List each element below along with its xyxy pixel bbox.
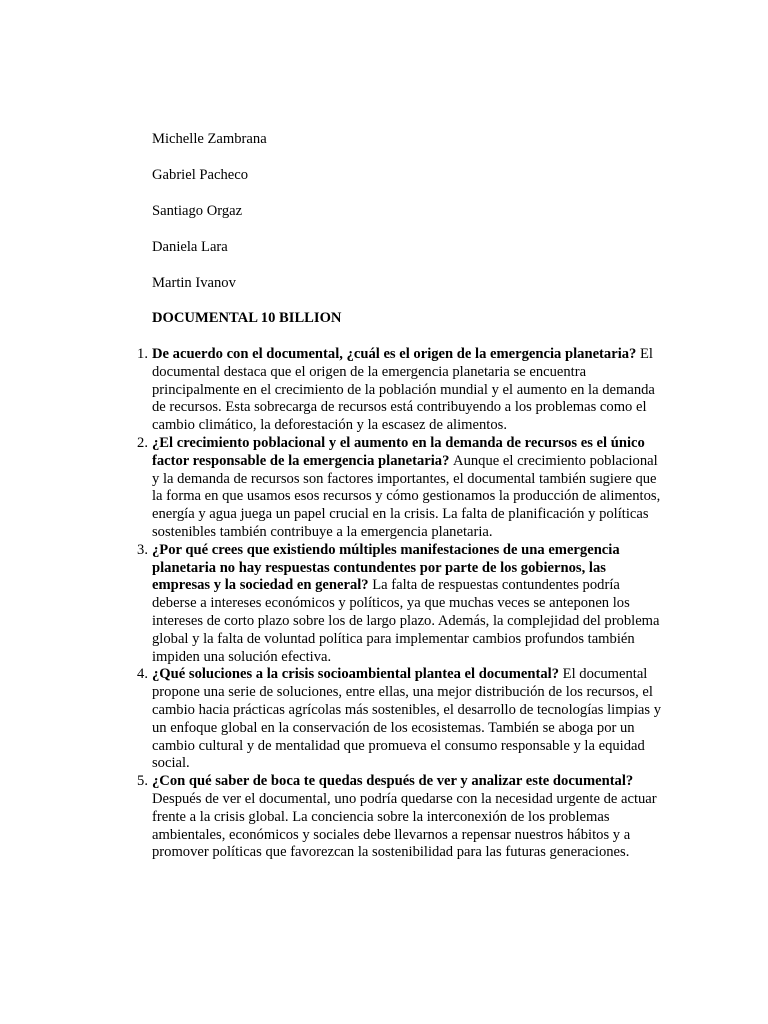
question-text: ¿Por qué crees que existiendo múltiples manifestaciones de una emergencia planetaria no hay respuestas contundentes por parte de los gobiernos, las empresas y la sociedad en general? (152, 541, 620, 594)
author-name: Daniela Lara (152, 239, 228, 255)
question-text: ¿Qué soluciones a la crisis socioambiental plantea el documental? (152, 666, 563, 683)
item-number: 4. (137, 666, 148, 683)
answer-text: El documental propone una serie de soluciones, entre ellas, una mejor distribución de los recursos, el cambio hacia prácticas agrícolas más sostenibles, el desarrollo de tecnologías limpias y un enfoque global en la conservación de los ecosistemas. También se aboga por un cambio cultural y de mentalidad que promueva el consumo responsable y la equidad social. (152, 666, 661, 772)
item-number: 3. (137, 541, 148, 558)
author-name: Martin Ivanov (152, 275, 236, 291)
author-name: Gabriel Pacheco (152, 167, 249, 183)
list-item (137, 773, 664, 862)
list-item (137, 666, 664, 773)
question-list (137, 346, 664, 862)
author-name: Santiago Orgaz (152, 203, 243, 219)
item-number: 1. (137, 346, 148, 362)
answer-text: La falta de respuestas contundentes podría deberse a intereses económicos y políticos, ya que muchas veces se anteponen los intereses de corto plazo sobre los de largo plazo. Además, la complejidad del problema global y la falta de voluntad política para implementar cambios profundos también impiden una solución efectiva. (152, 577, 660, 665)
answer-text: Aunque el crecimiento poblacional y la demanda de recursos son factores importantes, el documental también sugiere que la forma en que usamos esos recursos y cómo gestionamos la producción de alimentos, energía y agua juega un papel crucial en la crisis. La falta de planificación y políticas sostenibles también contribuye a la emergencia planetaria. (152, 452, 661, 540)
answer-text: Después de ver el documental, uno podría quedarse con la necesidad urgente de actuar frente a la crisis global. La conciencia sobre la interconexión de los problemas ambientales, económicos y sociales debe llevarnos a repensar nuestros hábitos y a promover políticas que favorezcan la sostenibilidad para las futuras generaciones. (152, 790, 657, 861)
question-text: ¿Con qué saber de boca te quedas después de ver y analizar este documental? (152, 773, 634, 790)
item-number: 5. (137, 773, 148, 790)
question-text: De acuerdo con el documental, ¿cuál es el origen de la emergencia planetaria? (152, 346, 640, 362)
author-name: Michelle Zambrana (152, 131, 267, 147)
document-title: DOCUMENTAL 10 BILLION (152, 310, 342, 326)
list-item (137, 434, 664, 542)
list-item (137, 346, 664, 435)
question-text: ¿El crecimiento poblacional y el aumento en la demanda de recursos es el único factor responsable de la emergencia planetaria? (152, 434, 645, 469)
list-item (137, 541, 664, 667)
item-number: 2. (137, 434, 148, 451)
answer-text: El documental destaca que el origen de la emergencia planetaria se encuentra principalmente en el crecimiento de la población mundial y el aumento en la demanda de recursos. Esta sobrecarga de recursos está contribuyendo a los problemas como el cambio climático, la deforestación y la escasez de alimentos. (152, 346, 655, 434)
